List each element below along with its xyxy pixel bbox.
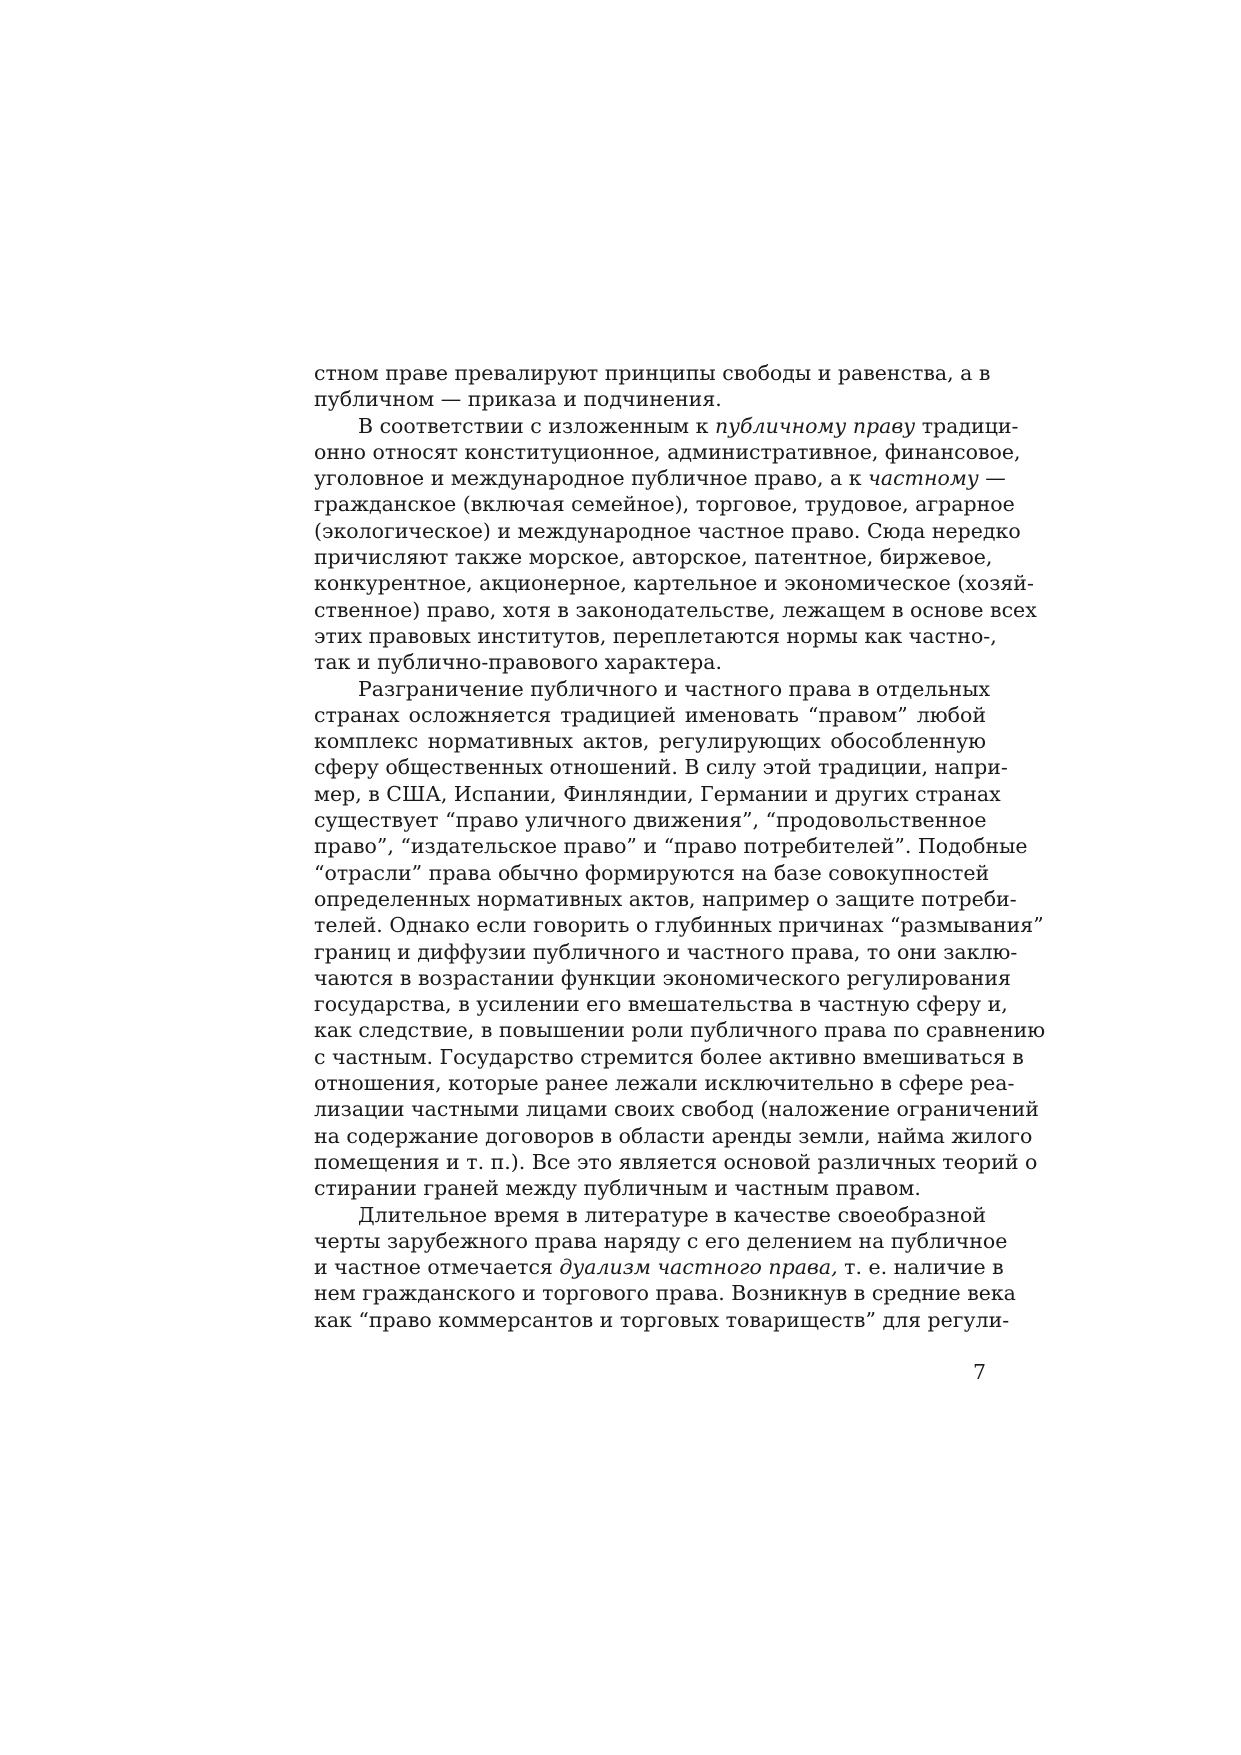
text-line: помещения и т. п.). Все это является основой различных теорий о	[314, 1149, 1038, 1174]
text-line: стном праве превалируют принципы свободы и равенства, а в	[314, 361, 991, 385]
text-line: сферу общественных отношений. В силу этой традиции, напри-	[314, 755, 1008, 780]
text-line: публичном — приказа и подчинения.	[314, 387, 722, 412]
text-line: “отрасли” права обычно формируются на базе совокупностей	[314, 860, 990, 885]
text-line: странах осложняется традицией именовать “правом” любой	[314, 702, 986, 727]
text-fragment: В соответствии с изложенным к	[358, 413, 715, 438]
text-line: лизации частными лицами своих свобод (наложение ограничений	[314, 1097, 1039, 1122]
text-line: (экологическое) и международное частное право. Сюда нередко	[314, 518, 1021, 543]
text-fragment: традици-	[915, 413, 1019, 438]
text-line: стирании граней между публичным и частным правом.	[314, 1176, 921, 1201]
page-number: 7	[972, 1360, 986, 1384]
text-line: как “право коммерсантов и торговых товариществ” для регули-	[314, 1307, 1010, 1332]
text-line: чаются в возрастании функции экономического регулирования	[314, 965, 1011, 990]
text-line: мер, в США, Испании, Финляндии, Германии и других странах	[314, 781, 1001, 806]
text-line: онно относят конституционное, административное, финансовое,	[314, 439, 1021, 464]
text-fragment: и частное отмечается	[314, 1255, 560, 1280]
text-line: право”, “издательское право” и “право потребителей”. Подобные	[314, 834, 1028, 859]
text-line: как следствие, в повышении роли публичного права по сравнению	[314, 1018, 1046, 1043]
text-line: конкурентное, акционерное, картельное и экономическое (хозяй-	[314, 571, 1034, 596]
text-line: на содержание договоров в области аренды земли, найма жилого	[314, 1123, 1033, 1148]
text-line: гражданское (включая семейное), торговое, трудовое, аграрное	[314, 492, 1015, 517]
text-line: Длительное время в литературе в качестве своеобразной	[358, 1202, 986, 1227]
text-fragment: —	[978, 466, 1006, 491]
text-line: государства, в усилении его вмешательства в частную сферу и,	[314, 992, 1008, 1017]
text-line: отношения, которые ранее лежали исключительно в сфере реа-	[314, 1071, 1015, 1096]
text-line	[314, 413, 1019, 439]
text-line: с частным. Государство стремится более активно вмешиваться в	[314, 1044, 1024, 1069]
text-line: так и публично-правового характера.	[314, 650, 722, 675]
italic-term: публичному праву	[714, 413, 916, 438]
text-line: границ и диффузии публичного и частного права, то они заклю-	[314, 939, 1018, 964]
body-text	[314, 360, 1046, 1333]
text-line: черты зарубежного права наряду с его делением на публичное	[314, 1228, 1008, 1253]
text-line: комплекс нормативных актов, регулирующих обособленную	[314, 729, 986, 754]
italic-term: частному	[868, 466, 979, 491]
text-line: причисляют также морское, авторское, патентное, биржевое,	[314, 545, 993, 570]
text-line	[314, 1254, 1004, 1280]
text-line: существует “право уличного движения”, “продовольственное	[314, 808, 987, 833]
text-line: этих правовых институтов, переплетаются нормы как частно-,	[314, 623, 997, 648]
text-fragment: уголовное и международное публичное право, а к	[314, 466, 869, 491]
italic-term: дуализм частного права,	[559, 1255, 838, 1280]
text-line: ственное) право, хотя в законодательстве, лежащем в основе всех	[314, 597, 1037, 622]
text-fragment: т. е. наличие в	[837, 1255, 1004, 1280]
text-line: определенных нормативных актов, например о защите потреби-	[314, 886, 1017, 911]
text-line: телей. Однако если говорить о глубинных причинах “размывания”	[314, 913, 1044, 938]
text-line: Разграничение публичного и частного права в отдельных	[358, 676, 991, 701]
text-line: нем гражданского и торгового права. Возникнув в средние века	[314, 1281, 1016, 1306]
text-line	[314, 465, 1006, 491]
